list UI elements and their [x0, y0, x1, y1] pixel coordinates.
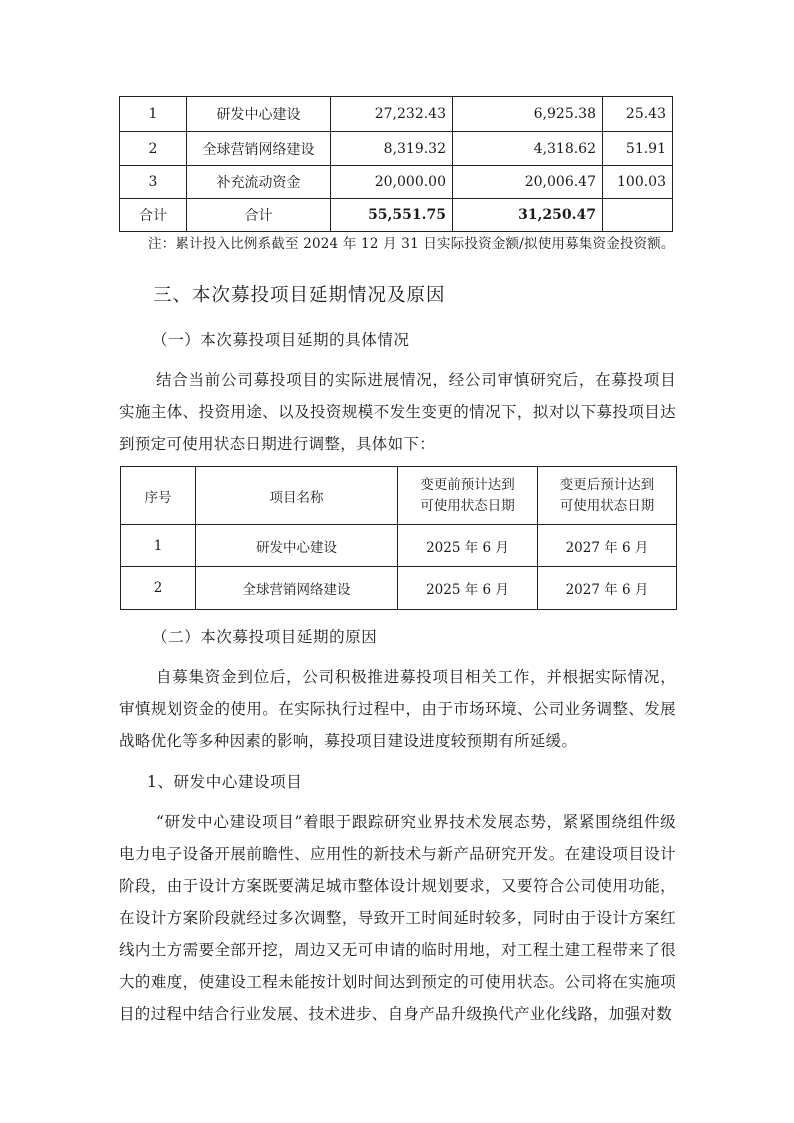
table-row — [121, 525, 677, 567]
total-row — [120, 199, 673, 232]
row-number: 3 — [120, 166, 187, 199]
row-number: 2 — [121, 567, 196, 610]
total-planned: 55,551.75 — [331, 199, 453, 232]
subsection-heading-1: （一）本次募投项目延期的具体情况 — [152, 331, 410, 349]
paragraph-delay-details: 结合当前公司募投项目的实际进展情况，经公司审慎研究后，在募投项目实施主体、投资用途、以及投资规模不发生变更的情况下，拟对以下募投项目达到预定可使用状态日期进行调整，具体如下： — [119, 371, 676, 453]
project-name: 补充流动资金 — [187, 166, 331, 199]
paragraph-delay-reasons: 自募集资金到位后，公司积极推进募投项目相关工作，并根据实际情况，审慎规划资金的使用。在实际执行过程中，由于市场环境、公司业务调整、发展战略优化等多种因素的影响，募投项目建设进度较预期有所延缓。 — [119, 668, 676, 750]
investment-ratio: 51.91 — [603, 132, 673, 166]
table-row — [120, 132, 673, 166]
header-no: 序号 — [121, 467, 196, 525]
section-heading: 三、本次募投项目延期情况及原因 — [153, 285, 446, 306]
planned-amount: 20,000.00 — [331, 166, 453, 199]
total-actual: 31,250.47 — [453, 199, 603, 232]
table-row — [120, 97, 673, 132]
item-heading-rd-center: 1、研发中心建设项目 — [147, 773, 303, 791]
row-number: 1 — [121, 525, 196, 567]
header-after — [538, 467, 677, 525]
date-before: 2025 年 6 月 — [398, 525, 538, 567]
planned-amount: 27,232.43 — [331, 97, 453, 132]
actual-amount: 4,318.62 — [453, 132, 603, 166]
actual-amount: 6,925.38 — [453, 97, 603, 132]
total-label: 合计 — [120, 199, 187, 232]
paragraph-rd-center: “研发中心建设项目”着眼于跟踪研究业界技术发展态势，紧紧围绕组件级电力电子设备开展前瞻性、应用性的新技术与新产品研究开发。在建设项目设计阶段，由于设计方案既要满足城市整体设计规划要求，又要符合公司使用功能，在设计方案阶段就经过多次调整，导致开工时间延时较多，同时由于设计方案红线内土方需要全部开挖，周边又无可申请的临时用地，对工程土建工程带来了很大的难度，使建设工程未能按计划时间达到预定的可使用状态。公司将在实施项目的过程中结合行业发展、技术进步、自身产品升级换代产业化线路，加强对数 — [119, 813, 676, 1023]
actual-amount: 20,006.47 — [453, 166, 603, 199]
table-header-row — [121, 467, 677, 525]
total-name: 合计 — [187, 199, 331, 232]
delay-table — [120, 466, 677, 610]
investment-table — [119, 96, 673, 232]
subsection-heading-2: （二）本次募投项目延期的原因 — [152, 628, 378, 646]
table-note: 注：累计投入比例系截至 2024 年 12 月 31 日实际投资金额/拟使用募集资金投资额。 — [148, 236, 675, 252]
project-name: 全球营销网络建设 — [196, 567, 398, 610]
date-before: 2025 年 6 月 — [398, 567, 538, 610]
header-before — [398, 467, 538, 525]
project-name: 研发中心建设 — [196, 525, 398, 567]
total-ratio — [603, 199, 673, 232]
header-before-text: 变更前预计达到可使用状态日期 — [420, 476, 515, 514]
investment-ratio: 25.43 — [603, 97, 673, 132]
date-after: 2027 年 6 月 — [538, 525, 677, 567]
table-row — [121, 567, 677, 610]
date-after: 2027 年 6 月 — [538, 567, 677, 610]
header-name: 项目名称 — [196, 467, 398, 525]
project-name: 全球营销网络建设 — [187, 132, 331, 166]
row-number: 1 — [120, 97, 187, 132]
planned-amount: 8,319.32 — [331, 132, 453, 166]
row-number: 2 — [120, 132, 187, 166]
project-name: 研发中心建设 — [187, 97, 331, 132]
header-after-text: 变更后预计达到可使用状态日期 — [559, 476, 655, 514]
table-row — [120, 166, 673, 199]
investment-ratio: 100.03 — [603, 166, 673, 199]
